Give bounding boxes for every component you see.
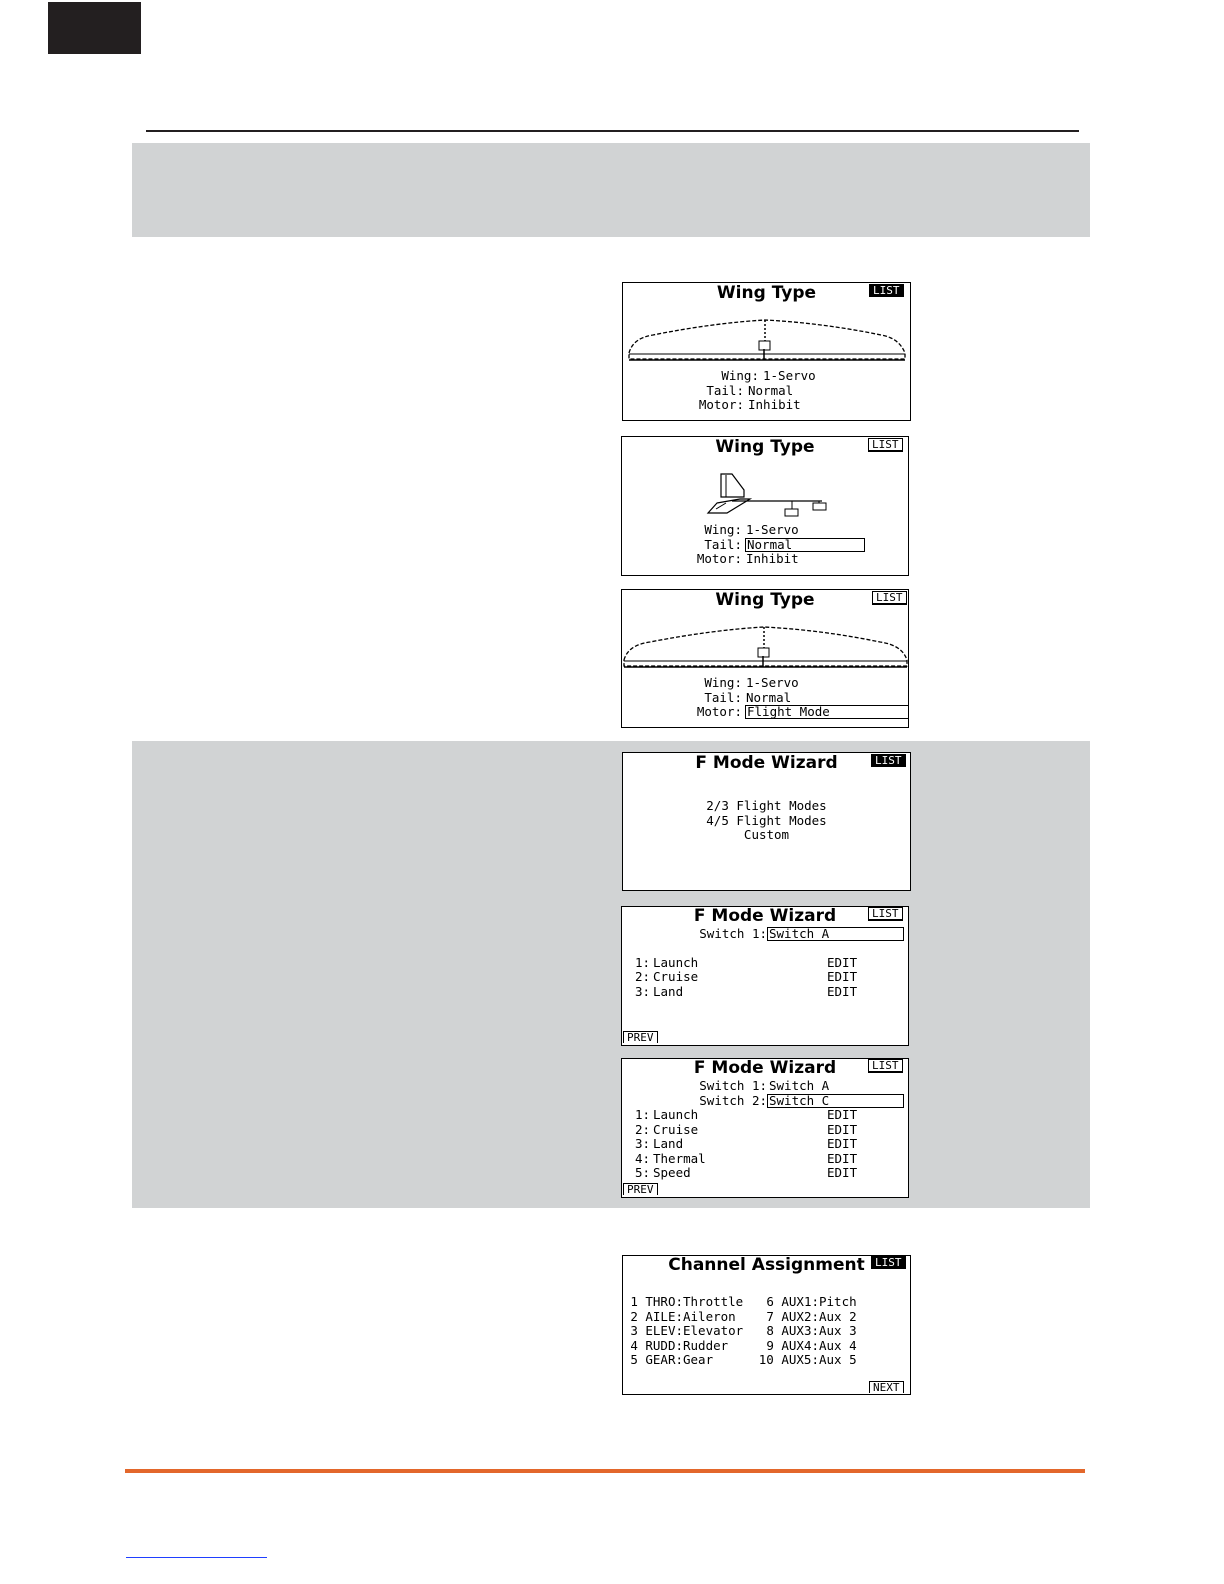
- list-button[interactable]: LIST: [872, 591, 907, 605]
- channel-10-name[interactable]: Aux 5: [819, 1352, 857, 1367]
- list-button[interactable]: LIST: [868, 907, 903, 921]
- switch1-value[interactable]: Switch A: [769, 1078, 830, 1093]
- tail-label: Tail:: [704, 537, 742, 552]
- motor-value[interactable]: Inhibit: [748, 397, 801, 412]
- screen-title: F Mode Wizard: [693, 906, 837, 926]
- switch1-label: Switch 1:: [699, 926, 767, 941]
- wing-value[interactable]: 1-Servo: [746, 675, 799, 690]
- channel-3-name[interactable]: Elevator: [683, 1323, 744, 1338]
- mode-3-num: 3:: [634, 984, 650, 999]
- top-gray-band: [132, 143, 1090, 237]
- channel-7-name[interactable]: Aux 2: [819, 1309, 857, 1324]
- wing-label: Wing:: [704, 675, 742, 690]
- mode-3-num: 3:: [634, 1136, 650, 1151]
- wing-type-screen-2: [621, 436, 909, 576]
- channel-8-code: 8 AUX3:: [766, 1323, 819, 1338]
- channel-7-code: 7 AUX2:: [766, 1309, 819, 1324]
- channel-3-code: 3 ELEV:: [630, 1323, 683, 1338]
- fmode-wizard-screen-3: [621, 1058, 909, 1198]
- channel-2-name[interactable]: Aileron: [683, 1309, 736, 1324]
- footer-link-underline[interactable]: [126, 1557, 267, 1558]
- list-button[interactable]: LIST: [868, 1059, 903, 1073]
- channel-1-name[interactable]: Throttle: [683, 1294, 744, 1309]
- switch2-select[interactable]: Switch C: [767, 1094, 904, 1108]
- option-2-3-flight-modes[interactable]: 2/3 Flight Modes: [706, 798, 827, 813]
- screen-title: Channel Assignment: [668, 1255, 865, 1275]
- list-button[interactable]: LIST: [868, 438, 903, 452]
- mode-1-name: Launch: [653, 955, 699, 970]
- wing-value[interactable]: 1-Servo: [746, 522, 799, 537]
- prev-button[interactable]: PREV: [623, 1183, 658, 1195]
- motor-value[interactable]: Inhibit: [746, 551, 799, 566]
- channel-4-name[interactable]: Rudder: [683, 1338, 729, 1353]
- mode-1-edit[interactable]: EDIT: [827, 955, 858, 970]
- mode-3-edit[interactable]: EDIT: [827, 1136, 858, 1151]
- wing-type-screen-1: [622, 282, 911, 421]
- list-button[interactable]: LIST: [871, 754, 906, 767]
- channel-9-name[interactable]: Aux 4: [819, 1338, 857, 1353]
- tail-select[interactable]: Normal: [745, 538, 865, 552]
- prev-button[interactable]: PREV: [623, 1031, 658, 1043]
- next-button[interactable]: NEXT: [869, 1381, 904, 1393]
- mode-2-num: 2:: [634, 1122, 650, 1137]
- channel-6-code: 6 AUX1:: [766, 1294, 819, 1309]
- language-tab: [48, 2, 141, 54]
- fmode-wizard-screen-1: [622, 752, 911, 891]
- mode-3-name: Land: [653, 1136, 684, 1151]
- channel-2-code: 2 AILE:: [630, 1309, 683, 1324]
- switch1-select[interactable]: Switch A: [767, 927, 904, 941]
- screen-title: F Mode Wizard: [695, 753, 838, 773]
- tail-value[interactable]: Normal: [748, 383, 794, 398]
- wing-label: Wing:: [721, 368, 759, 383]
- channel-8-name[interactable]: Aux 3: [819, 1323, 857, 1338]
- channel-5-name[interactable]: Gear: [683, 1352, 714, 1367]
- option-custom[interactable]: Custom: [743, 827, 790, 842]
- list-button[interactable]: LIST: [869, 284, 904, 297]
- mode-4-edit[interactable]: EDIT: [827, 1151, 858, 1166]
- mode-5-name: Speed: [653, 1165, 691, 1180]
- mode-1-name: Launch: [653, 1107, 699, 1122]
- footer-divider: [125, 1469, 1085, 1473]
- mode-1-edit[interactable]: EDIT: [827, 1107, 858, 1122]
- mode-2-num: 2:: [634, 969, 650, 984]
- switch1-label: Switch 1:: [699, 1078, 767, 1093]
- mode-4-num: 4:: [634, 1151, 650, 1166]
- channel-4-code: 4 RUDD:: [630, 1338, 683, 1353]
- wing-value[interactable]: 1-Servo: [763, 368, 816, 383]
- motor-label: Motor:: [696, 551, 742, 566]
- mode-4-name: Thermal: [653, 1151, 706, 1166]
- screen-title: Wing Type: [715, 437, 815, 457]
- screen-title: Wing Type: [716, 283, 817, 303]
- channel-10-code: 10 AUX5:: [758, 1352, 819, 1367]
- channel-assignment-screen: [622, 1255, 911, 1395]
- wing-label: Wing:: [704, 522, 742, 537]
- mode-2-name: Cruise: [653, 1122, 699, 1137]
- tail-label: Tail:: [706, 383, 744, 398]
- mode-2-edit[interactable]: EDIT: [827, 1122, 858, 1137]
- mode-2-edit[interactable]: EDIT: [827, 969, 858, 984]
- motor-label: Motor:: [696, 704, 742, 719]
- screen-title: Wing Type: [715, 590, 815, 610]
- channel-5-code: 5 GEAR:: [630, 1352, 683, 1367]
- wing-type-screen-3: [621, 589, 909, 728]
- mode-1-num: 1:: [634, 955, 650, 970]
- tail-value[interactable]: Normal: [746, 690, 792, 705]
- channel-6-name[interactable]: Pitch: [819, 1294, 857, 1309]
- tail-label: Tail:: [704, 690, 742, 705]
- header-divider: [146, 130, 1079, 132]
- mode-5-num: 5:: [634, 1165, 650, 1180]
- mode-3-name: Land: [653, 984, 684, 999]
- mode-3-edit[interactable]: EDIT: [827, 984, 858, 999]
- motor-label: Motor:: [698, 397, 744, 412]
- channel-9-code: 9 AUX4:: [766, 1338, 819, 1353]
- mode-5-edit[interactable]: EDIT: [827, 1165, 858, 1180]
- list-button[interactable]: LIST: [871, 1256, 906, 1269]
- flight-mode-gray-band: [132, 741, 1090, 1208]
- motor-select[interactable]: Flight Mode: [745, 705, 909, 719]
- fmode-wizard-screen-2: [621, 906, 909, 1046]
- mode-2-name: Cruise: [653, 969, 699, 984]
- mode-1-num: 1:: [634, 1107, 650, 1122]
- screen-title: F Mode Wizard: [693, 1058, 837, 1078]
- option-4-5-flight-modes[interactable]: 4/5 Flight Modes: [706, 813, 827, 828]
- switch2-label: Switch 2:: [699, 1093, 767, 1108]
- channel-1-code: 1 THRO:: [630, 1294, 683, 1309]
